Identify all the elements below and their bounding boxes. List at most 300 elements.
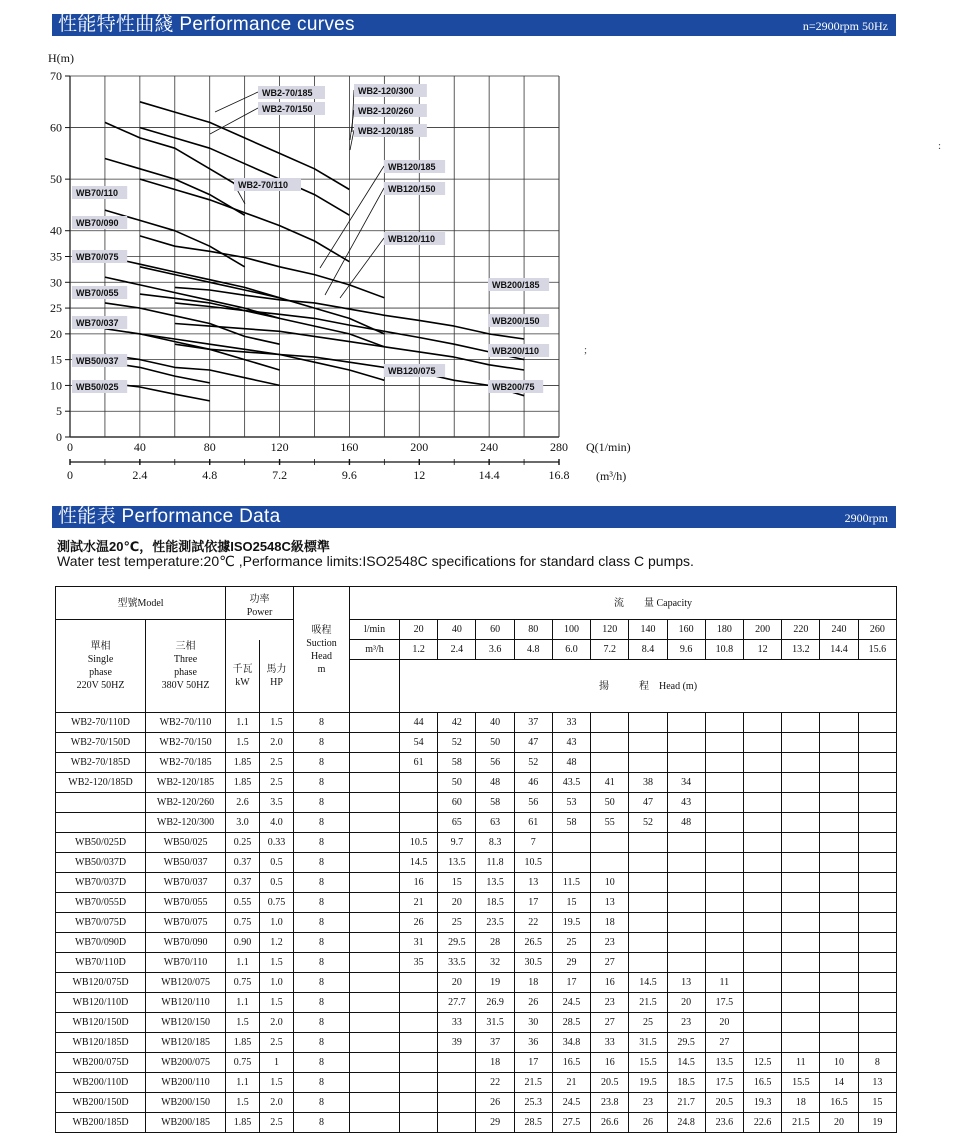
- blank-cell: [350, 853, 400, 873]
- head-value: [629, 933, 667, 953]
- suction-head: 8: [294, 1013, 350, 1033]
- head-value: 17: [514, 893, 552, 913]
- y-tick-label: 50: [50, 172, 62, 187]
- three-phase-model: WB200/110: [146, 1073, 226, 1093]
- head-value: 18: [591, 913, 629, 933]
- head-value: 14.5: [629, 973, 667, 993]
- three-phase-model: WB120/075: [146, 973, 226, 993]
- curve-label: WB50/037: [76, 356, 119, 366]
- head-value: 30.5: [514, 953, 552, 973]
- single-phase-model: WB120/075D: [56, 973, 146, 993]
- head-value: [667, 713, 705, 733]
- x-tick-label: 160: [340, 440, 359, 454]
- head-value: 26.9: [476, 993, 514, 1013]
- blank-cell: [350, 773, 400, 793]
- head-value: 21: [552, 1073, 590, 1093]
- single-phase-model: WB200/150D: [56, 1093, 146, 1113]
- curves-title: 性能特性曲綫 Performance curves: [58, 14, 355, 35]
- curve-label: WB120/110: [388, 234, 436, 244]
- capacity-header: 流 量 Capacity: [350, 587, 897, 620]
- suction-head: 8: [294, 913, 350, 933]
- head-value: 19.5: [552, 913, 590, 933]
- head-value: 13: [858, 1073, 896, 1093]
- head-value: 20.5: [591, 1073, 629, 1093]
- head-value: 44: [400, 713, 438, 733]
- flow-lmin-cell: 260: [858, 620, 896, 640]
- single-phase-model: WB200/075D: [56, 1053, 146, 1073]
- head-value: 29: [476, 1113, 514, 1133]
- flow-m3h-cell: 6.0: [552, 640, 590, 660]
- head-value: 22.6: [743, 1113, 781, 1133]
- single-phase-model: WB120/110D: [56, 993, 146, 1013]
- head-value: [743, 1013, 781, 1033]
- head-value: [667, 953, 705, 973]
- head-value: 13.5: [476, 873, 514, 893]
- head-value: 52: [438, 733, 476, 753]
- power-kw: 1.85: [226, 773, 260, 793]
- flow-m3h-cell: 8.4: [629, 640, 667, 660]
- head-value: [820, 1013, 858, 1033]
- head-value: [858, 833, 896, 853]
- head-value: 27: [591, 953, 629, 973]
- head-value: 58: [438, 753, 476, 773]
- head-value: [782, 833, 820, 853]
- head-value: [782, 793, 820, 813]
- head-value: 18.5: [476, 893, 514, 913]
- head-value: 24.5: [552, 993, 590, 1013]
- single-phase-model: [56, 793, 146, 813]
- head-value: [400, 1073, 438, 1093]
- table-row: [56, 873, 897, 893]
- power-kw: 1.85: [226, 1033, 260, 1053]
- power-hp: 1.0: [260, 913, 294, 933]
- head-value: 23: [591, 993, 629, 1013]
- head-value: [705, 813, 743, 833]
- blank-cell: [350, 913, 400, 933]
- curve-wb120-185: [140, 236, 385, 298]
- head-value: 25: [629, 1013, 667, 1033]
- model-header: 型號Model: [56, 587, 226, 620]
- head-value: 26.6: [591, 1113, 629, 1133]
- flow-lmin-cell: 140: [629, 620, 667, 640]
- head-value: [858, 733, 896, 753]
- head-value: 19.3: [743, 1093, 781, 1113]
- suction-head: 8: [294, 993, 350, 1013]
- power-hp: 2.5: [260, 1033, 294, 1053]
- head-value: [820, 973, 858, 993]
- head-value: [820, 773, 858, 793]
- flow-lmin-cell: 80: [514, 620, 552, 640]
- single-phase-model: WB200/185D: [56, 1113, 146, 1133]
- head-value: 50: [476, 733, 514, 753]
- head-value: [858, 1033, 896, 1053]
- power-kw: 1.5: [226, 1093, 260, 1113]
- head-value: [743, 993, 781, 1013]
- head-value: [400, 1093, 438, 1113]
- head-value: [820, 993, 858, 1013]
- head-value: 33: [591, 1033, 629, 1053]
- power-hp: 2.5: [260, 753, 294, 773]
- single-phase-model: WB2-70/185D: [56, 753, 146, 773]
- head-value: 42: [438, 713, 476, 733]
- head-value: 31.5: [476, 1013, 514, 1033]
- head-value: [782, 893, 820, 913]
- head-value: [858, 913, 896, 933]
- power-hp: 0.33: [260, 833, 294, 853]
- flow-m3h-cell: 7.2: [591, 640, 629, 660]
- head-value: [400, 793, 438, 813]
- head-value: 58: [552, 813, 590, 833]
- head-value: 24.8: [667, 1113, 705, 1133]
- head-value: 60: [438, 793, 476, 813]
- table-row: [56, 813, 897, 833]
- x2-tick-label: 12: [413, 468, 426, 482]
- head-value: [858, 893, 896, 913]
- head-value: [667, 853, 705, 873]
- head-value: 41: [591, 773, 629, 793]
- head-value: 23.8: [591, 1093, 629, 1113]
- head-value: [858, 1013, 896, 1033]
- suction-head: 8: [294, 813, 350, 833]
- head-value: 35: [400, 953, 438, 973]
- power-hp: 2.0: [260, 1013, 294, 1033]
- head-value: 48: [667, 813, 705, 833]
- power-kw: 0.37: [226, 853, 260, 873]
- flow-lmin-cell: 120: [591, 620, 629, 640]
- head-value: [820, 913, 858, 933]
- head-value: 43: [552, 733, 590, 753]
- curve-label: WB120/075: [388, 366, 436, 376]
- single-phase-model: WB2-70/150D: [56, 733, 146, 753]
- three-phase-model: WB50/025: [146, 833, 226, 853]
- flow-m3h-cell: 10.8: [705, 640, 743, 660]
- power-hp: 1.5: [260, 713, 294, 733]
- unit-m3h: m³/h: [350, 640, 400, 660]
- head-value: 23.6: [705, 1113, 743, 1133]
- power-hp: 1.5: [260, 993, 294, 1013]
- curve-label: WB200/150: [492, 316, 540, 326]
- head-value: 15: [858, 1093, 896, 1113]
- head-value: 20: [438, 893, 476, 913]
- head-value: 18: [476, 1053, 514, 1073]
- head-value: [782, 1033, 820, 1053]
- head-value: [667, 733, 705, 753]
- x2-tick-label: 2.4: [132, 468, 148, 482]
- head-value: 11: [705, 973, 743, 993]
- head-value: 11: [782, 1053, 820, 1073]
- head-value: [552, 833, 590, 853]
- flow-lmin-cell: 180: [705, 620, 743, 640]
- y-tick-label: 30: [50, 275, 62, 290]
- head-value: [743, 953, 781, 973]
- three-phase-model: WB200/150: [146, 1093, 226, 1113]
- head-value: [629, 833, 667, 853]
- head-value: 61: [400, 753, 438, 773]
- suction-head: 8: [294, 773, 350, 793]
- curve-label: WB2-120/300: [358, 86, 414, 96]
- head-value: [705, 893, 743, 913]
- y-tick-label: 5: [56, 404, 62, 419]
- head-value: 21.7: [667, 1093, 705, 1113]
- flow-lmin-cell: 100: [552, 620, 590, 640]
- table-row: [56, 1053, 897, 1073]
- head-value: [858, 773, 896, 793]
- three-phase-model: WB2-120/300: [146, 813, 226, 833]
- head-value: [629, 853, 667, 873]
- three-phase-header: 三相 Three phase 380V 50HZ: [146, 620, 226, 713]
- head-value: 13: [514, 873, 552, 893]
- curve-label: WB70/055: [76, 288, 119, 298]
- curve-label: WB200/75: [492, 382, 535, 392]
- head-value: 13.5: [438, 853, 476, 873]
- performance-table: [55, 586, 897, 1133]
- head-value: 50: [438, 773, 476, 793]
- suction-head: 8: [294, 1033, 350, 1053]
- head-value: [743, 753, 781, 773]
- curve-label-leader: [325, 188, 384, 295]
- single-phase-model: WB70/037D: [56, 873, 146, 893]
- head-value: [858, 713, 896, 733]
- head-header: 揚 程 Head (m): [400, 660, 897, 713]
- power-hp: 2.0: [260, 733, 294, 753]
- three-phase-model: WB120/185: [146, 1033, 226, 1053]
- head-value: [782, 913, 820, 933]
- table-row: [56, 753, 897, 773]
- power-kw: 0.75: [226, 973, 260, 993]
- head-value: [820, 813, 858, 833]
- head-value: 10: [820, 1053, 858, 1073]
- head-value: 20: [667, 993, 705, 1013]
- blank-cell: [350, 1033, 400, 1053]
- head-value: [743, 893, 781, 913]
- y-tick-label: 35: [50, 249, 62, 264]
- kw-header: 千瓦 kW: [226, 640, 260, 713]
- head-value: 13.5: [705, 1053, 743, 1073]
- head-value: 10: [591, 873, 629, 893]
- head-value: 17.5: [705, 993, 743, 1013]
- scan-mark: ;: [584, 344, 588, 356]
- head-value: 15: [552, 893, 590, 913]
- head-value: 33.5: [438, 953, 476, 973]
- head-value: 17.5: [705, 1073, 743, 1093]
- head-value: 53: [552, 793, 590, 813]
- single-phase-model: WB120/185D: [56, 1033, 146, 1053]
- head-value: [629, 893, 667, 913]
- x2-tick-label: 16.8: [548, 468, 570, 482]
- curve-label: WB120/150: [388, 184, 436, 194]
- suction-head: 8: [294, 793, 350, 813]
- head-value: [591, 733, 629, 753]
- head-value: 26.5: [514, 933, 552, 953]
- head-value: 26: [400, 913, 438, 933]
- y-axis-label: H(m): [48, 51, 74, 65]
- curve-label: WB70/075: [76, 252, 119, 262]
- head-value: [705, 753, 743, 773]
- head-value: [667, 753, 705, 773]
- head-value: [743, 873, 781, 893]
- head-value: 34.8: [552, 1033, 590, 1053]
- three-phase-model: WB120/150: [146, 1013, 226, 1033]
- single-phase-model: WB2-120/185D: [56, 773, 146, 793]
- head-value: [629, 753, 667, 773]
- head-value: [782, 993, 820, 1013]
- head-value: [782, 713, 820, 733]
- three-phase-model: WB70/055: [146, 893, 226, 913]
- blank-cell: [350, 1093, 400, 1113]
- three-phase-model: WB200/185: [146, 1113, 226, 1133]
- unit-blank: [350, 660, 400, 713]
- head-value: [552, 853, 590, 873]
- three-phase-model: WB70/090: [146, 933, 226, 953]
- head-value: 23.5: [476, 913, 514, 933]
- head-value: [667, 833, 705, 853]
- flow-m3h-cell: 2.4: [438, 640, 476, 660]
- head-value: [743, 853, 781, 873]
- three-phase-model: WB70/075: [146, 913, 226, 933]
- power-hp: 4.0: [260, 813, 294, 833]
- power-hp: 2.5: [260, 1113, 294, 1133]
- head-value: [705, 853, 743, 873]
- curve-label-leader: [320, 166, 384, 268]
- y-tick-label: 60: [50, 120, 62, 135]
- head-value: 7: [514, 833, 552, 853]
- head-value: 14.5: [400, 853, 438, 873]
- curve-label: WB2-70/110: [238, 180, 289, 190]
- suction-head: 8: [294, 713, 350, 733]
- head-value: [705, 773, 743, 793]
- three-phase-model: WB2-70/150: [146, 733, 226, 753]
- head-value: [743, 973, 781, 993]
- head-value: [858, 973, 896, 993]
- x-tick-label: 200: [410, 440, 429, 454]
- head-value: [782, 1013, 820, 1033]
- table-title-bar: [52, 506, 896, 528]
- head-value: 26: [514, 993, 552, 1013]
- power-header: 功率 Power: [226, 587, 294, 620]
- head-value: 29.5: [438, 933, 476, 953]
- flow-m3h-cell: 3.6: [476, 640, 514, 660]
- table-row: [56, 773, 897, 793]
- head-value: [705, 793, 743, 813]
- head-value: 39: [438, 1033, 476, 1053]
- test-note-english: Water test temperature:20℃ ,Performance limits:ISO2548C specifications for standard class C pumps.: [57, 553, 694, 569]
- x2-tick-label: 0: [67, 468, 73, 482]
- single-phase-model: WB70/055D: [56, 893, 146, 913]
- flow-lmin-cell: 40: [438, 620, 476, 640]
- head-value: 15.5: [629, 1053, 667, 1073]
- head-value: [743, 933, 781, 953]
- head-value: 20.5: [705, 1093, 743, 1113]
- head-value: 54: [400, 733, 438, 753]
- three-phase-model: WB200/075: [146, 1053, 226, 1073]
- single-phase-model: WB70/090D: [56, 933, 146, 953]
- suction-head: 8: [294, 933, 350, 953]
- head-value: 23: [667, 1013, 705, 1033]
- head-value: 16: [591, 973, 629, 993]
- flow-m3h-cell: 12: [743, 640, 781, 660]
- head-value: 36: [514, 1033, 552, 1053]
- head-value: [743, 1033, 781, 1053]
- head-value: 50: [591, 793, 629, 813]
- power-hp: 2.0: [260, 1093, 294, 1113]
- head-value: [820, 753, 858, 773]
- y-tick-label: 0: [56, 430, 62, 444]
- suction-head: 8: [294, 1073, 350, 1093]
- power-kw: 0.75: [226, 1053, 260, 1073]
- head-value: 55: [591, 813, 629, 833]
- head-value: 61: [514, 813, 552, 833]
- head-value: 21.5: [514, 1073, 552, 1093]
- flow-m3h-cell: 9.6: [667, 640, 705, 660]
- blank-cell: [350, 813, 400, 833]
- head-value: 15.5: [782, 1073, 820, 1093]
- head-value: [743, 793, 781, 813]
- head-value: 27: [591, 1013, 629, 1033]
- flow-lmin-cell: 20: [400, 620, 438, 640]
- head-value: [629, 733, 667, 753]
- x-tick-label: 280: [550, 440, 568, 454]
- head-value: 46: [514, 773, 552, 793]
- head-value: [820, 1033, 858, 1053]
- head-value: 47: [514, 733, 552, 753]
- blank-cell: [350, 753, 400, 773]
- blank-cell: [350, 873, 400, 893]
- x-tick-label: 240: [480, 440, 499, 454]
- single-phase-model: [56, 813, 146, 833]
- head-value: 65: [438, 813, 476, 833]
- head-value: 28: [476, 933, 514, 953]
- suction-head: 8: [294, 953, 350, 973]
- head-value: [782, 933, 820, 953]
- power-hp: 0.5: [260, 873, 294, 893]
- head-value: 18: [514, 973, 552, 993]
- flow-m3h-cell: 14.4: [820, 640, 858, 660]
- curves-title-bar: [52, 14, 896, 36]
- head-value: 20: [820, 1113, 858, 1133]
- head-value: 28.5: [514, 1113, 552, 1133]
- head-value: 11.5: [552, 873, 590, 893]
- table-title: 性能表 Performance Data: [58, 506, 281, 527]
- head-value: 14: [820, 1073, 858, 1093]
- test-note-chinese: 測試水温20℃，性能測試依據ISO2548C級標準: [57, 539, 330, 554]
- head-value: [782, 733, 820, 753]
- suction-head: 8: [294, 833, 350, 853]
- head-value: [820, 833, 858, 853]
- blank-cell: [350, 893, 400, 913]
- head-value: [705, 733, 743, 753]
- blank-cell: [350, 953, 400, 973]
- power-hp: 0.5: [260, 853, 294, 873]
- single-phase-model: WB70/075D: [56, 913, 146, 933]
- head-value: 27: [705, 1033, 743, 1053]
- y-tick-label: 15: [50, 352, 62, 367]
- head-value: [782, 953, 820, 973]
- power-kw: 1.1: [226, 953, 260, 973]
- head-value: 21: [400, 893, 438, 913]
- head-value: 43: [667, 793, 705, 813]
- head-value: [705, 833, 743, 853]
- head-value: [705, 933, 743, 953]
- x2-tick-label: 9.6: [341, 468, 357, 482]
- three-phase-model: WB2-70/185: [146, 753, 226, 773]
- power-header-cont: [226, 620, 294, 640]
- head-value: 18: [782, 1093, 820, 1113]
- head-value: 18.5: [667, 1073, 705, 1093]
- curve-label: WB2-120/185: [358, 126, 414, 136]
- three-phase-model: WB120/110: [146, 993, 226, 1013]
- flow-lmin-cell: 240: [820, 620, 858, 640]
- single-phase-model: WB70/110D: [56, 953, 146, 973]
